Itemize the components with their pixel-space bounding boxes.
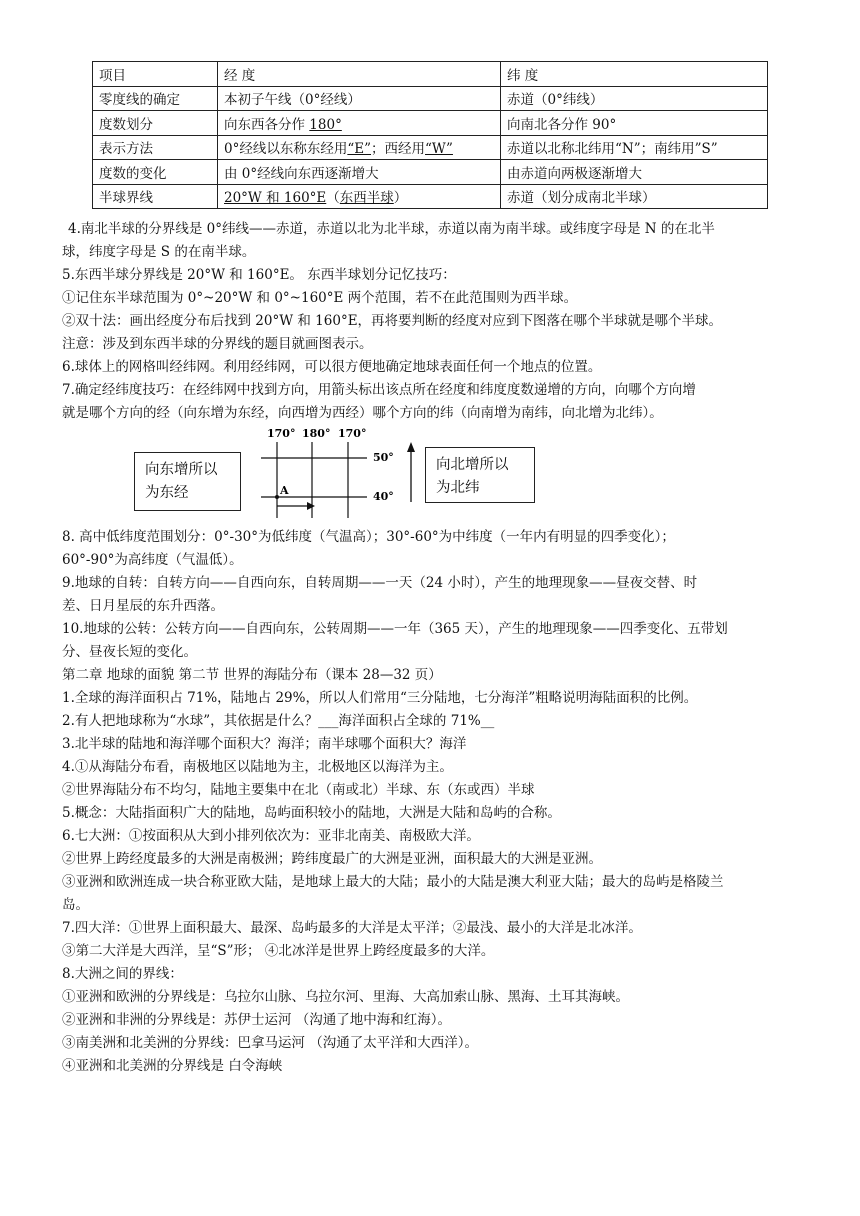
table-header-cell: 经 度 xyxy=(218,62,501,87)
table-row xyxy=(93,184,768,209)
text-line: 1.全球的海洋面积占 71%，陆地占 29%，所以人们常用“三分陆地，七分海洋”粗略说明海陆面积的比例。 xyxy=(62,690,698,706)
table-header-cell: 项目 xyxy=(93,62,218,87)
table-cell: 由赤道向两极逐渐增大 xyxy=(501,160,768,185)
text-line: ③亚洲和欧洲连成一块合称亚欧大陆，是地球上最大的大陆；最小的大陆是澳大利亚大陆；最大的岛屿是格陵兰 xyxy=(62,874,724,890)
text-line: 岛。 xyxy=(62,897,89,913)
east-longitude-note xyxy=(134,452,241,511)
table-header-row xyxy=(93,62,768,87)
table-cell xyxy=(218,184,501,209)
table-cell: 向南北各分作 90° xyxy=(501,111,768,136)
note-text: 为北纬 xyxy=(436,480,480,496)
lat-lon-grid-diagram xyxy=(255,420,415,518)
text-line: 9.地球的自转：自转方向——自西向东，自转周期——一天（24 小时），产生的地理现象——昼夜交替、时 xyxy=(62,575,698,591)
text-line: 7.确定经纬度技巧：在经纬网中找到方向，用箭头标出该点所在经度和纬度度数递增的方向，向哪个方向增 xyxy=(62,382,696,398)
cell-text: ；西经用 xyxy=(371,141,426,158)
section-heading: 第二章 地球的面貌 第二节 世界的海陆分布（课本 28—32 页） xyxy=(62,667,442,683)
longitude-label: 170° xyxy=(338,427,367,440)
table-cell xyxy=(218,111,501,136)
table-cell xyxy=(218,135,501,160)
text-line: 8. 高中低纬度范围划分：0°-30°为低纬度（气温高）；30°-60°为中纬度（一年内有明显的四季变化）； xyxy=(62,529,675,545)
underlined-text: “W” xyxy=(425,141,453,158)
text-line: 10.地球的公转：公转方向——自西向东，公转周期——一年（365 天），产生的地理现象——四季变化、五带划 xyxy=(62,621,728,637)
longitude-label: 180° xyxy=(302,427,331,440)
cell-text: 0°经线以东称东经用 xyxy=(224,141,348,158)
table-cell: 赤道以北称北纬用“N”；南纬用”S” xyxy=(501,135,768,160)
table-cell: 本初子午线（0°经线） xyxy=(218,86,501,111)
table-cell: 度数的变化 xyxy=(93,160,218,185)
text-line: ②亚洲和非洲的分界线是：苏伊士运河 （沟通了地中海和红海）。 xyxy=(62,1012,452,1028)
text-line: 2.有人把地球称为“水球”，其依据是什么？___海洋面积占全球的 71%__ xyxy=(62,713,495,729)
underlined-text: 20°W 和 160°E xyxy=(224,190,327,207)
latitude-label: 50° xyxy=(373,451,394,464)
text-line: 5.概念：大陆指面积广大的陆地，岛屿面积较小的陆地，大洲是大陆和岛屿的合称。 xyxy=(62,805,561,821)
text-line: ②双十法：画出经度分布后找到 20°W 和 160°E，再将要判断的经度对应到下图落在哪个半球就是哪个半球。 xyxy=(62,313,723,329)
underlined-text: 180° xyxy=(309,116,342,133)
east-arrow-head-icon xyxy=(307,502,315,510)
table-row xyxy=(93,135,768,160)
text-line: 差、日月星辰的东升西落。 xyxy=(62,598,224,614)
text-line: ①亚洲和欧洲的分界线是：乌拉尔山脉、乌拉尔河、里海、大高加索山脉、黑海、土耳其海峡。 xyxy=(62,989,629,1005)
north-arrow-icon xyxy=(406,440,416,502)
point-a-marker xyxy=(275,495,279,499)
table-cell: 表示方法 xyxy=(93,135,218,160)
text-line: 5.东西半球分界线是 20°W 和 160°E。 东西半球划分记忆技巧： xyxy=(62,267,456,283)
table-row xyxy=(93,111,768,136)
note-text: 为东经 xyxy=(145,485,189,501)
text-line: ②世界海陆分布不均匀，陆地主要集中在北（南或北）半球、东（东或西）半球 xyxy=(62,782,535,798)
table-cell: 零度线的确定 xyxy=(93,86,218,111)
table-row xyxy=(93,86,768,111)
text-line: 注意：涉及到东西半球的分界线的题目就画图表示。 xyxy=(62,336,373,352)
text-line: 分、昼夜长短的变化。 xyxy=(62,644,197,660)
note-text: 向东增所以 xyxy=(145,462,218,478)
text-line: ②世界上跨经度最多的大洲是南极洲；跨纬度最广的大洲是亚洲，面积最大的大洲是亚洲。 xyxy=(62,851,602,867)
note-text: 向北增所以 xyxy=(436,457,509,473)
cell-text: 向东西各分作 xyxy=(224,116,310,133)
cell-text: ） xyxy=(393,190,408,207)
table-row xyxy=(93,160,768,185)
text-line: 60°-90°为高纬度（气温低）。 xyxy=(62,552,243,568)
cell-text: （ xyxy=(326,190,340,207)
table-cell: 赤道（划分成南北半球） xyxy=(501,184,768,209)
table-cell: 度数划分 xyxy=(93,111,218,136)
table-header-cell: 纬 度 xyxy=(501,62,768,87)
text-line: 4.①从海陆分布看，南极地区以陆地为主，北极地区以海洋为主。 xyxy=(62,759,453,775)
latitude-label: 40° xyxy=(373,490,394,503)
point-label: A xyxy=(280,484,289,497)
table-cell: 半球界线 xyxy=(93,184,218,209)
table-cell: 由 0°经线向东西逐渐增大 xyxy=(218,160,501,185)
text-line: 7.四大洋：①世界上面积最大、最深、岛屿最多的大洋是太平洋；②最浅、最小的大洋是北冰洋。 xyxy=(62,920,642,936)
text-line: 3.北半球的陆地和海洋哪个面积大？海洋；南半球哪个面积大？海洋 xyxy=(62,736,467,752)
text-line: 球，纬度字母是 S 的在南半球。 xyxy=(62,244,256,260)
text-line: ③南美洲和北美洲的分界线：巴拿马运河 （沟通了太平洋和大西洋）。 xyxy=(62,1035,479,1051)
north-latitude-note xyxy=(425,447,535,503)
text-line: ③第二大洋是大西洋，呈“S”形； ④北冰洋是世界上跨经度最多的大洋。 xyxy=(62,943,495,959)
text-line: 6.七大洲：①按面积从大到小排列依次为：亚非北南美、南极欧大洋。 xyxy=(62,828,480,844)
comparison-table xyxy=(92,61,768,209)
text-line: 8.大洲之间的界线： xyxy=(62,966,183,982)
text-line: ④亚洲和北美洲的分界线是 白令海峡 xyxy=(62,1058,283,1074)
underlined-text: “E” xyxy=(347,141,372,158)
text-line: 就是哪个方向的经（向东增为东经，向西增为西经）哪个方向的纬（向南增为南纬，向北增为北纬）。 xyxy=(62,405,663,421)
underlined-text: 东西半球 xyxy=(339,190,394,207)
table-cell: 赤道（0°纬线） xyxy=(501,86,768,111)
text-line: 6.球体上的网格叫经纬网。利用经纬网，可以很方便地确定地球表面任何一个地点的位置。 xyxy=(62,359,602,375)
text-line: ①记住东半球范围为 0°~20°W 和 0°~160°E 两个范围，若不在此范围则为西半球。 xyxy=(62,290,578,306)
longitude-label: 170° xyxy=(267,427,296,440)
text-line: 4.南北半球的分界线是 0°纬线——赤道，赤道以北为北半球，赤道以南为南半球。或纬度字母是 N 的在北半 xyxy=(68,221,715,237)
